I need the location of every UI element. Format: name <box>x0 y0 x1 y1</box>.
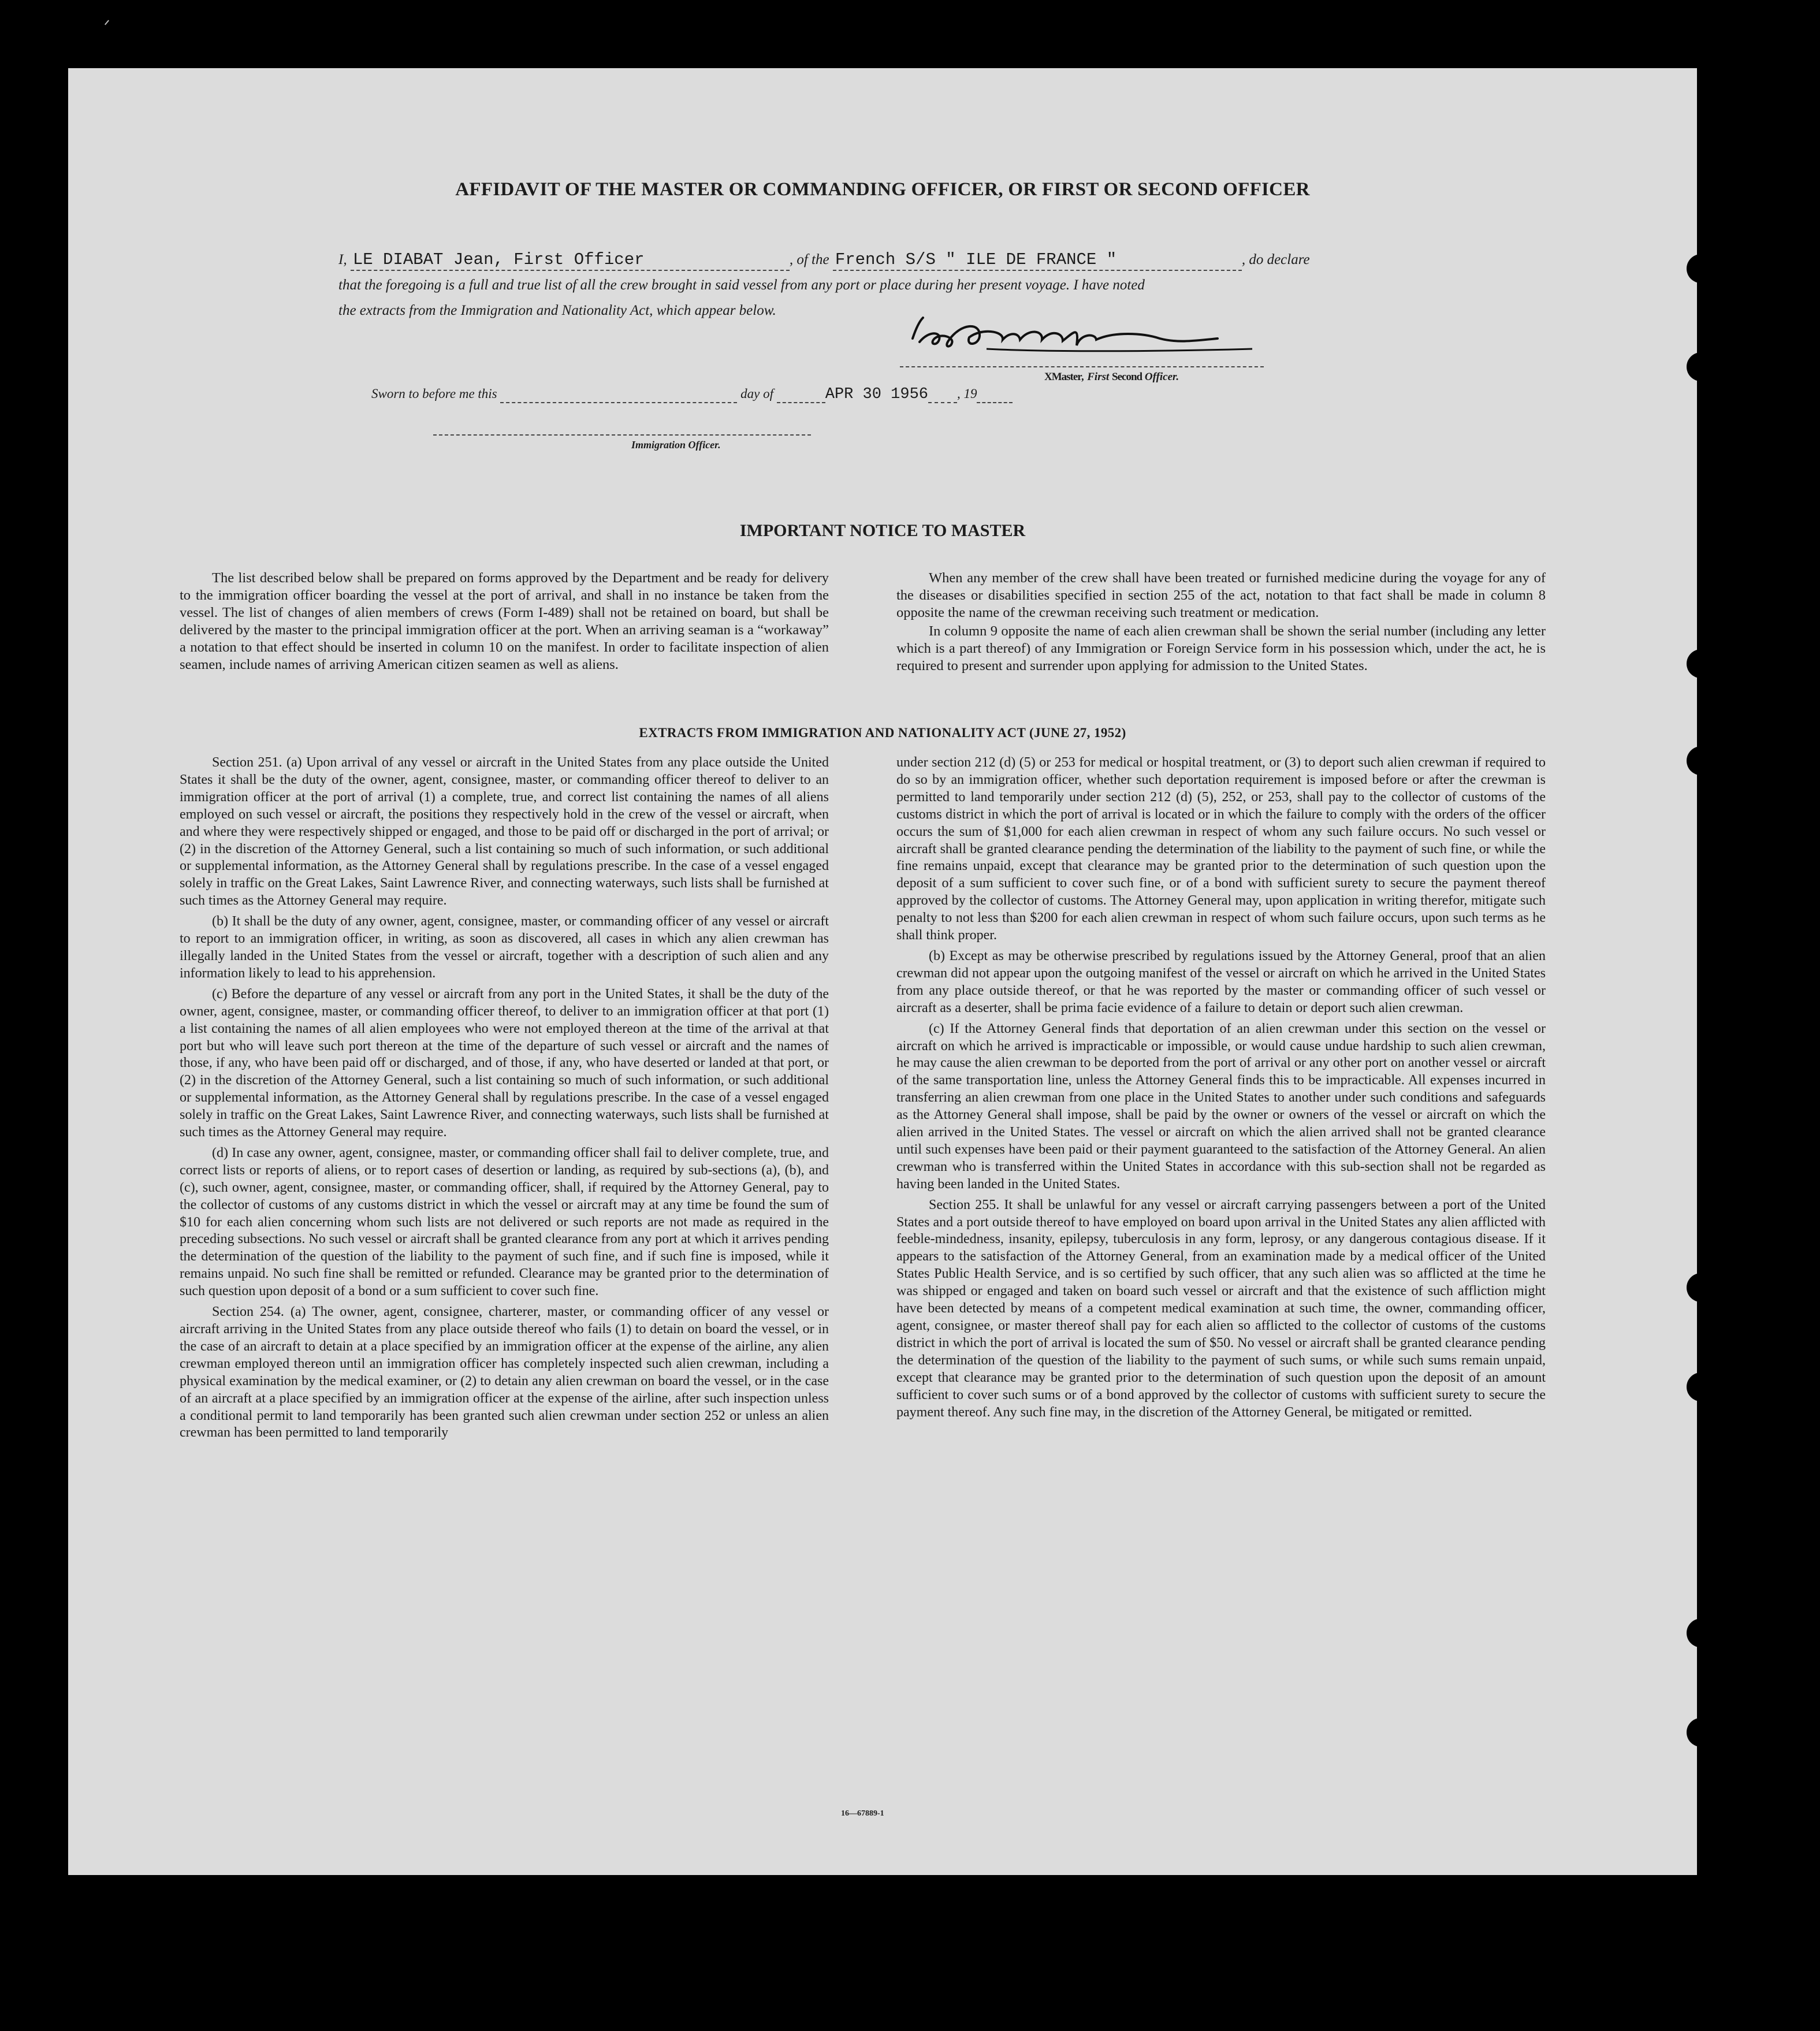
statement-line-1: that the foregoing is a full and true list of all the crew brought in said vessel from any port or place during her present voyage. I have noted <box>338 277 1145 293</box>
section-254a: Section 254. (a) The owner, agent, consignee, charterer, master, or commanding officer of any vessel or aircraft arriving in the United States from any place outside thereof who fails (1) to detain on board the vessel, or in the case of an aircraft to detain at a place specified by an immigration officer at the expense of the airline, any alien crewman employed thereon until an immigration officer has completely inspected such alien crewman, including a physical examination by the medical examiner, or (2) to detain any alien crewman on board the vessel, or in the case of an aircraft at a place specified by an immigration officer at the expense of the airline, after such inspection unless a conditional permit to land temporarily has been granted such alien crewman under section 252 or unless an alien crewman has been permitted to land temporarily <box>180 1304 829 1441</box>
officer-name-field: LE DIABAT Jean, First Officer <box>351 250 790 271</box>
section-251b: (b) It shall be the duty of any owner, agent, consignee, master, or commanding officer of any vessel or aircraft to report to an immigration officer, in writing, as soon as discovered, all cases in which any alien crewman has illegally landed in the United States from the vessel or aircraft, together with a description of such alien and any information likely to lead to his apprehension. <box>180 914 829 981</box>
vessel-name-field: French S/S " ILE DE FRANCE " <box>833 250 1242 271</box>
binder-hole <box>1687 1372 1697 1401</box>
month-blank-tail <box>928 389 957 403</box>
notice-right-paragraph-1: When any member of the crew shall have been treated or furnished medicine during the voyage for any of the diseases or disabilities specified in section 255 of the act, notation to that fact shall be made in column 8 opposite the name of the crewman receiving such treatment or medication. <box>896 570 1546 620</box>
notice-left-column <box>180 570 829 674</box>
binder-hole <box>1687 746 1697 775</box>
year-label: , 19 <box>956 386 977 401</box>
binder-hole <box>1687 254 1697 283</box>
section-251a: Section 251. (a) Upon arrival of any vessel or aircraft in the United States from any place outside the United States it shall be the duty of the owner, agent, consignee, master, or commanding officer thereof to deliver to an immigration officer at the port of arrival (1) a complete, true, and correct list containing the names of all aliens employed on such vessel or aircraft, the positions they respectively hold in the crew of the vessel or aircraft, when and where they were respectively shipped or engaged, and those to be paid off or discharged in the port of arrival; or (2) in the discretion of the Attorney General, such a list containing so much of such information, or such additional or supplemental information, as the Attorney General shall by regulations prescribe. In the case of a vessel engaged solely in traffic on the Great Lakes, Saint Lawrence River, and connecting waterways, such lists shall be furnished at such times as the Attorney General may require. <box>180 755 829 909</box>
day-of-label: day of <box>740 386 773 401</box>
scan-mark <box>105 20 109 25</box>
month-blank-lead <box>777 389 825 403</box>
section-254a-continued: under section 212 (d) (5) or 253 for medical or hospital treatment, or (3) to deport such alien crewman if required to do so by an immigration officer, whether such deportation requirement is imposed before or after the crewman is permitted to land temporarily under section 212 (d) (5), 252, or 253, shall pay to the collector of customs of the customs district in which the port of arrival is located or in which the failure to comply with the orders of the officer occurs the sum of $1,000 for each alien crewman in respect of whom any such failure occurs. No such vessel or aircraft shall be granted clearance pending the determination of the liability to the payment of such fine, or while the fine remains unpaid, except that clearance may be granted prior to the determination of such question upon the deposit of a sum sufficient to cover such fine, or of a bond with sufficient surety to secure the payment thereof approved by the collector of customs. The Attorney General may, upon application in writing therefor, mitigate such penalty to not less than $200 for each alien crewman in respect of whom such failure occurs, upon such terms as he shall think proper. <box>896 755 1546 943</box>
immigration-officer-label: Immigration Officer. <box>631 439 721 451</box>
affidavit-title: AFFIDAVIT OF THE MASTER OR COMMANDING OFFICER, OR FIRST OR SECOND OFFICER <box>455 179 1310 200</box>
extracts-left-column <box>180 754 829 1442</box>
day-blank <box>500 389 737 403</box>
of-the-label: , of the <box>789 252 829 267</box>
caption-first: , First <box>1081 371 1110 383</box>
notice-right-column <box>896 570 1546 675</box>
signature-caption <box>1044 371 1179 384</box>
extracts-right-column <box>896 754 1546 1421</box>
notice-right-paragraph-2: In column 9 opposite the name of each alien crewman shall be shown the serial number (including any letter which is a part thereof) of any Immigration or Foreign Service form in his possession which, under the act, he is required to present and surrender upon applying for admission to the United States. <box>896 623 1546 674</box>
notice-left-paragraph: The list described below shall be prepared on forms approved by the Department and be ready for delivery to the immigration officer boarding the vessel at the port of arrival, and shall in no instance be taken from the vessel. The list of changes of alien members of crews (Form I-489) shall not be retained on board, but shall be delivered by the master to the principal immigration officer at the port. When an arriving seaman is a “workaway” a notation to that effect should be inserted in column 10 on the manifest. In order to facilitate inspection of alien seamen, include names of arriving American citizen seamen as well as aliens. <box>180 570 829 672</box>
handwritten-signature <box>906 305 1258 369</box>
i-label: I, <box>338 252 347 267</box>
sworn-label: Sworn to before me this <box>371 386 497 401</box>
year-blank <box>977 389 1013 403</box>
binder-hole <box>1687 649 1697 678</box>
signature-line <box>900 366 1264 367</box>
section-254b: (b) Except as may be otherwise prescribed by regulations issued by the Attorney General, proof that an alien crewman did not appear upon the outgoing manifest of the vessel or aircraft on which he arrived in the United States from any place outside thereof, or that he was reported by the master or commanding officer of such vessel or aircraft as a deserter, shall be prima facie evidence of a failure to detain or deport such alien crewman. <box>896 948 1546 1016</box>
binder-hole <box>1687 1273 1697 1302</box>
binder-hole <box>1687 1619 1697 1647</box>
notice-title: IMPORTANT NOTICE TO MASTER <box>739 521 1026 540</box>
statement-line-2: the extracts from the Immigration and Nationality Act, which appear below. <box>338 303 776 318</box>
form-code: 16—67889-1 <box>841 1809 884 1818</box>
extracts-title: EXTRACTS FROM IMMIGRATION AND NATIONALITY ACT (JUNE 27, 1952) <box>639 726 1126 740</box>
section-251c: (c) Before the departure of any vessel or aircraft from any port in the United States, it shall be the duty of the owner, agent, consignee, master, or commanding officer thereof, to deliver to an immigration officer at that port (1) a list containing the names of all alien employees who were not employed thereon at the time of the arrival at that port but who will leave such port thereon at the time of the departure of such vessel or aircraft and the names of those, if any, who have been paid off or discharged, and of those, if any, who have deserted or landed at that port, or (2) in the discretion of the Attorney General, such a list containing so much of such information, or such additional or supplemental information, as the Attorney General shall by regulations prescribe. In the case of a vessel engaged solely in traffic on the Great Lakes, Saint Lawrence River, and connecting waterways, such lists shall be furnished at such times as the Attorney General may require. <box>180 986 829 1140</box>
struck-second: Second <box>1112 371 1142 383</box>
struck-master: XMaster <box>1044 371 1082 383</box>
sworn-line <box>371 386 1013 403</box>
section-251d: (d) In case any owner, agent, consignee, master, or commanding officer shall fail to deliver complete, true, and correct lists or reports of aliens, or to report cases of desertion or landing, as required by sub-sections (a), (b), and (c), such owner, agent, consignee, master, or commanding officer, shall, if required by the Attorney General, pay to the collector of customs of any customs district in which the vessel or aircraft may at any time be found the sum of $10 for each alien concerning whom such lists are not delivered or such reports are not made as required in the preceding subsections. No such vessel or aircraft shall be granted clearance from any port at which it arrives pending the determination of the question of the liability to the payment of such fine, and if such fine is imposed, while it remains unpaid. No such fine shall be remitted or refunded. Clearance may be granted prior to the determination of such question upon deposit of a bond or a sum sufficient to cover such fine. <box>180 1145 829 1299</box>
declare-label: , do declare <box>1241 252 1310 267</box>
section-255: Section 255. It shall be unlawful for any vessel or aircraft carrying passengers between a port of the United States and a port outside thereof to have employed on board upon arrival in the United States any alien afflicted with feeble-mindedness, insanity, epilepsy, tuberculosis in any form, leprosy, or any dangerous contagious disease. If it appears to the satisfaction of the Attorney General, from an examination made by a medical officer of the United States Public Health Service, and is so certified by such officer, that any such alien was so afflicted at the time he was shipped or engaged and taken on board such vessel or aircraft and that the existence of such affliction might have been detected by means of a competent medical examination at such time, the owner, commanding officer, agent, consignee, or master thereof shall pay for each alien so afflicted to the collector of customs of the customs district in which the port of arrival is located the sum of $50. No vessel or aircraft shall be granted clearance pending the determination of the question of the liability to the payment of such sums, or while such sums remain unpaid, except that clearance may be granted prior to the determination of such question upon the deposit of an amount sufficient to cover such sums or of a bond approved by the collector of customs with sufficient surety to secure the payment thereof. Any such fine may, in the discretion of the Attorney General, be mitigated or remitted. <box>896 1197 1546 1420</box>
document-page <box>68 68 1697 1875</box>
date-stamp: APR 30 1956 <box>825 386 928 403</box>
section-254c: (c) If the Attorney General finds that deportation of an alien crewman under this section on the vessel or aircraft on which he arrived is impracticable or impossible, or would cause undue hardship to such alien crewman, he may cause the alien crewman to be deported from the port of arrival or any other port on another vessel or aircraft of the same transportation line, unless the Attorney General finds this to be impracticable. All expenses incurred in transferring an alien crewman from one place in the United States to another under such conditions and safeguards as the Attorney General shall impose, shall be paid by the owner or owners of the vessel or aircraft on which the alien arrived in the United States. The vessel or aircraft on which the alien arrived shall not be granted clearance until such expenses have been paid or their payment guaranteed to the satisfaction of the Attorney General. An alien crewman who is transferred within the United States in accordance with this sub-section shall not be regarded as having been landed in the United States. <box>896 1021 1546 1192</box>
immigration-officer-line <box>433 434 811 436</box>
binder-hole <box>1687 352 1697 381</box>
caption-officer: Officer. <box>1144 371 1179 383</box>
binder-hole <box>1687 1718 1697 1747</box>
